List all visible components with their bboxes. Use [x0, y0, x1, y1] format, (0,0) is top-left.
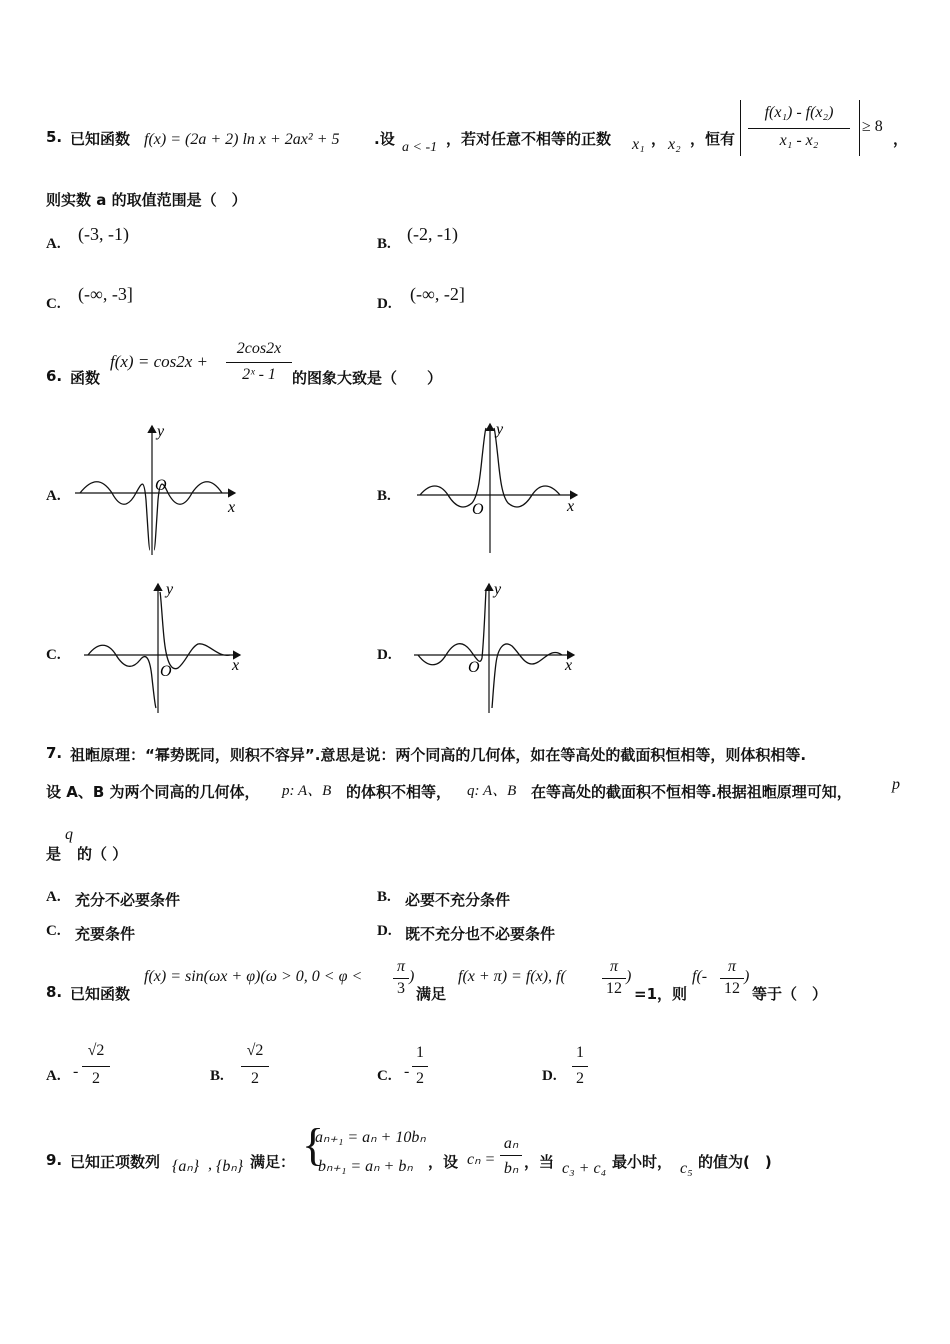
- q8-option-c-den: 2: [416, 1070, 424, 1087]
- q9-set: ，设: [428, 1153, 459, 1171]
- q5-fraction-bar: [748, 128, 850, 129]
- q8-option-b-bar: [241, 1066, 269, 1067]
- q7-line3a: 是: [46, 845, 62, 863]
- q8-tail: 等于（ ）: [752, 985, 828, 1003]
- q9-number: 9.: [46, 1151, 63, 1169]
- q7-option-c-label[interactable]: C.: [46, 923, 61, 939]
- q6-graph-d[interactable]: [410, 578, 585, 718]
- q9-lead: 已知正项数列: [70, 1153, 161, 1171]
- q8-option-c-bar: [412, 1066, 428, 1067]
- q5-number: 5.: [46, 128, 63, 146]
- q7-option-d-label[interactable]: D.: [377, 923, 392, 939]
- curve: [80, 482, 222, 550]
- x-label: x: [565, 657, 573, 674]
- q5-option-c-value: (-∞, -3]: [78, 284, 133, 304]
- q8-number: 8.: [46, 983, 63, 1001]
- q6-frac-numerator: 2cos2x: [236, 340, 282, 357]
- q5-sep: ，: [651, 130, 667, 148]
- q8-cond-end: ): [626, 968, 632, 985]
- q7-q: q: [65, 826, 73, 843]
- x-label: x: [232, 657, 240, 674]
- q8-option-a-bar: [82, 1066, 110, 1067]
- q7-line2c: 在等高处的截面积不恒相等.根据祖暅原理可知，: [531, 783, 852, 801]
- q9-brace: {: [302, 1119, 325, 1170]
- q8-function: f(x) = sin(ωx + φ)(ω > 0, 0 < φ <: [144, 968, 363, 985]
- q7-option-a-label[interactable]: A.: [46, 889, 61, 905]
- q8-option-b-den: 2: [251, 1070, 259, 1087]
- q7-option-b-label[interactable]: B.: [377, 889, 391, 905]
- q6-graph-a[interactable]: [70, 420, 245, 560]
- q5-option-d-label[interactable]: D.: [377, 296, 392, 312]
- q9-system-2: bₙ₊₁ = aₙ + bₙ: [318, 1158, 413, 1175]
- q7-number: 7.: [46, 744, 63, 762]
- q7-p-statement: p: A、B: [282, 783, 332, 799]
- q8-option-c-sign: -: [404, 1063, 410, 1080]
- q7-p: p: [892, 776, 900, 793]
- q6-graph-b[interactable]: [412, 418, 587, 558]
- q8-frac-bar-3: [720, 978, 744, 979]
- q5-option-a-label[interactable]: A.: [46, 236, 61, 252]
- q8-option-d-num: 1: [576, 1044, 584, 1061]
- q6-fraction-bar: [226, 362, 292, 363]
- curve: [88, 592, 230, 708]
- q9-tail: 的值为( ): [698, 1153, 772, 1171]
- q8-option-d-bar: [572, 1066, 588, 1067]
- q5-ineq-denominator: x₁ - x₂: [779, 132, 819, 149]
- q5-lead: 已知函数: [70, 130, 131, 148]
- q6-lead: 函数: [70, 369, 101, 387]
- q9-sum: c₃ + c₄: [562, 1160, 607, 1177]
- q5-function: f(x) = (2a + 2) ln x + 2ax² + 5: [144, 131, 340, 148]
- q9-cn-denominator: bₙ: [503, 1160, 519, 1177]
- q8-condition: f(x + π) = f(x), f(: [458, 968, 566, 985]
- q9-seq-a: {aₙ}: [172, 1158, 200, 1175]
- q5-cond-lead: .设: [374, 130, 395, 148]
- q7-line1: 祖暅原理：“幂势既同，则积不容异”.意思是说：两个同高的几何体，如在等高处的截面积恒相等，则体积相等.: [70, 746, 807, 764]
- q5-x2: x₂: [668, 136, 681, 153]
- q8-mid: 满足: [416, 985, 447, 1003]
- q6-option-b-label[interactable]: B.: [377, 488, 391, 504]
- q8-frac-bar-2: [602, 978, 626, 979]
- q5-mid-text: ，若对任意不相等的正数: [446, 130, 612, 148]
- q8-option-b-num: √2: [246, 1042, 264, 1059]
- q5-ineq-rhs: ≥ 8: [862, 118, 883, 135]
- x-label: x: [228, 499, 236, 516]
- q6-option-a-label[interactable]: A.: [46, 488, 61, 504]
- q6-option-c-label[interactable]: C.: [46, 647, 61, 663]
- q8-option-d-label[interactable]: D.: [542, 1068, 557, 1084]
- q5-condition: a < -1: [402, 140, 438, 155]
- q6-number: 6.: [46, 367, 63, 385]
- q8-ask: f(-: [692, 968, 708, 985]
- q8-frac-bar-1: [393, 978, 409, 979]
- q9-comma: ,: [208, 1156, 212, 1173]
- q5-option-a-value: (-3, -1): [78, 224, 129, 244]
- q5-x1: x₁: [632, 136, 645, 153]
- q7-line2b: 的体积不相等，: [346, 783, 452, 801]
- q5-option-c-label[interactable]: C.: [46, 296, 61, 312]
- q8-ask-end: ): [744, 968, 750, 985]
- q9-cn-numerator: aₙ: [503, 1135, 519, 1152]
- q9-c5: c₅: [680, 1160, 693, 1177]
- q5-option-b-label[interactable]: B.: [377, 236, 391, 252]
- y-label: y: [157, 423, 165, 440]
- origin-label: O: [155, 477, 167, 494]
- q7-q-statement: q: A、B: [467, 783, 517, 799]
- q8-option-a-sign: -: [73, 1063, 79, 1080]
- q9-minimal: 最小时，: [612, 1153, 673, 1171]
- q8-pi: π: [396, 958, 405, 975]
- q8-option-c-label[interactable]: C.: [377, 1068, 392, 1084]
- q5-option-b-value: (-2, -1): [407, 224, 458, 244]
- q9-cn-bar: [500, 1155, 522, 1156]
- q8-option-a-num: √2: [87, 1042, 105, 1059]
- q9-system-1: aₙ₊₁ = aₙ + 10bₙ: [315, 1129, 426, 1146]
- q6-option-d-label[interactable]: D.: [377, 647, 392, 663]
- q8-eq1: =1，则: [634, 985, 688, 1003]
- y-label: y: [166, 581, 174, 598]
- origin-label: O: [472, 501, 484, 518]
- q8-lead: 已知函数: [70, 985, 131, 1003]
- q8-option-b-label[interactable]: B.: [210, 1068, 224, 1084]
- q5-ineq-numerator: f(x₁) - f(x₂): [764, 104, 834, 121]
- q6-function-lhs: f(x) = cos2x +: [110, 352, 208, 371]
- y-label: y: [494, 581, 502, 598]
- q9-mid: 满足：: [250, 1153, 296, 1171]
- x-label: x: [567, 498, 575, 515]
- q7-option-c-text: 充要条件: [75, 925, 136, 943]
- q7-option-a-text: 充分不必要条件: [75, 891, 181, 909]
- q8-option-a-label[interactable]: A.: [46, 1068, 61, 1084]
- q8-twelve: 12: [606, 980, 622, 997]
- q8-twelve-2: 12: [724, 980, 740, 997]
- q8-close: ): [409, 968, 415, 985]
- q6-graph-c[interactable]: [80, 578, 250, 718]
- q6-tail: 的图象大致是（ ）: [292, 369, 443, 387]
- origin-label: O: [160, 663, 172, 680]
- q8-option-c-num: 1: [416, 1044, 424, 1061]
- q7-option-b-text: 必要不充分条件: [405, 891, 511, 909]
- q9-seq-b: {bₙ}: [216, 1158, 244, 1175]
- q8-three: 3: [397, 980, 405, 997]
- q6-frac-denominator: 2ˣ - 1: [242, 366, 276, 383]
- q9-when: ，当: [524, 1153, 555, 1171]
- q5-tail: ，恒有: [690, 130, 736, 148]
- q7-line2a: 设 A、B 为两个同高的几何体，: [46, 783, 260, 801]
- q5-line2: 则实数 a 的取值范围是（ ）: [46, 191, 247, 209]
- curve: [418, 590, 562, 708]
- q7-line3b: 的（ ）: [77, 845, 128, 863]
- q7-option-d-text: 既不充分也不必要条件: [405, 925, 556, 943]
- origin-label: O: [468, 659, 480, 676]
- q9-cn: cₙ =: [467, 1151, 496, 1168]
- q5-option-d-value: (-∞, -2]: [410, 284, 465, 304]
- y-label: y: [496, 421, 504, 438]
- q8-option-d-den: 2: [576, 1070, 584, 1087]
- q5-end: ，: [893, 130, 909, 148]
- q8-pi-2: π: [609, 958, 618, 975]
- q8-pi-3: π: [727, 958, 736, 975]
- q8-option-a-den: 2: [92, 1070, 100, 1087]
